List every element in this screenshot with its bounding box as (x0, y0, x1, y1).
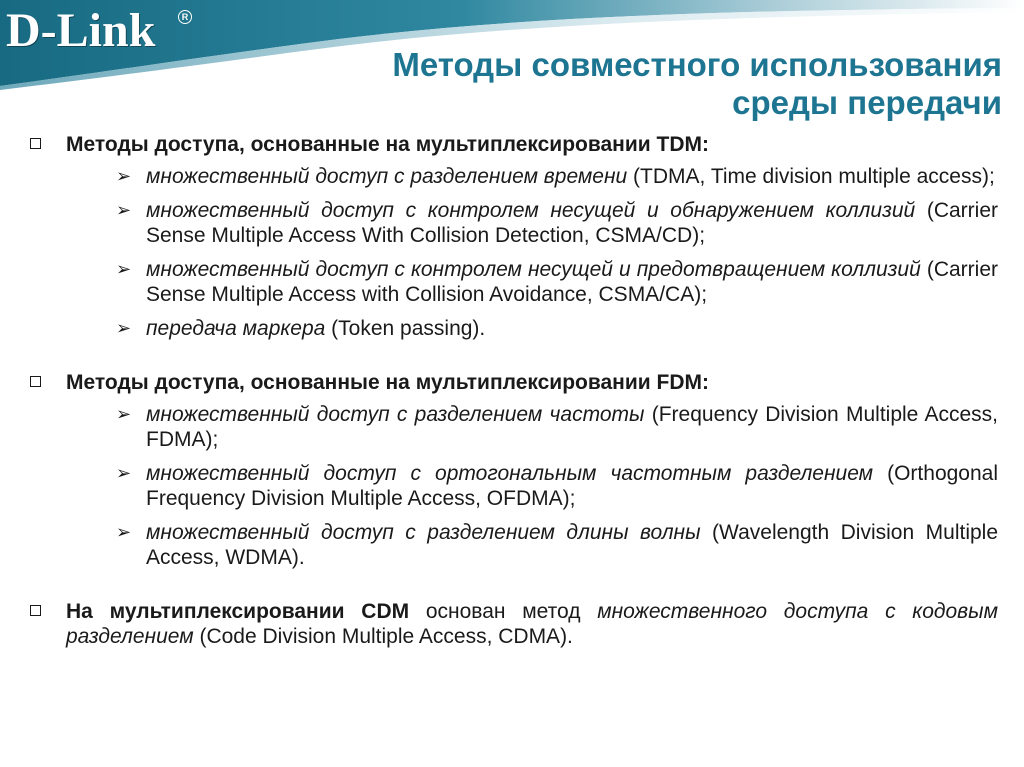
arrow-bullet-icon: ➢ (116, 404, 132, 424)
arrow-bullet-icon: ➢ (116, 463, 132, 483)
list-item: ➢ множественный доступ с разделением времени (TDMA, Time division multiple access); (116, 165, 995, 188)
registered-mark-icon: R (178, 10, 192, 24)
section-heading: Методы доступа, основанные на мультиплексировании FDM: (66, 371, 709, 394)
slide-content (26, 132, 998, 649)
section-fdm (26, 370, 998, 570)
section-tdm (26, 132, 998, 341)
list-item: ➢ множественный доступ с ортогональным частотным разделением (Orthogonal Frequency Division Multiple Access, OFDMA); (116, 462, 999, 510)
arrow-bullet-icon: ➢ (116, 166, 132, 186)
checkbox-bullet-icon (30, 605, 41, 616)
section-list (66, 164, 998, 341)
list-item: ➢ множественный доступ с контролем несущей и предотвращением коллизий (Carrier Sense Multiple Access with Collision Avoidance, CSMA/CA); (116, 258, 998, 306)
checkbox-bullet-icon (30, 376, 41, 387)
arrow-bullet-icon: ➢ (116, 318, 132, 338)
list-item: ➢ передача маркера (Token passing). (116, 317, 486, 340)
slide-title-line1: Методы совместного использования (392, 46, 1002, 83)
dlink-logo: D-Link (6, 4, 156, 57)
list-item: ➢ множественный доступ с контролем несущей и обнаружением коллизий (Carrier Sense Multiple Access With Collision Detection, CSMA/CD); (116, 199, 998, 247)
arrow-bullet-icon: ➢ (116, 259, 132, 279)
section-heading: Методы доступа, основанные на мультиплексировании TDM: (66, 133, 709, 156)
section-list (66, 402, 998, 570)
arrow-bullet-icon: ➢ (116, 522, 132, 542)
section-cdm: На мультиплексировании CDM основан метод множественного доступа с кодовым разделением (Code Division Multiple Access, CDMA). (26, 599, 998, 649)
checkbox-bullet-icon (30, 138, 41, 149)
slide-title (242, 46, 1002, 122)
arrow-bullet-icon: ➢ (116, 200, 132, 220)
slide-title-line2: среды передачи (732, 84, 1002, 121)
list-item: ➢ множественный доступ с разделением частоты (Frequency Division Multiple Access, FDMA); (116, 403, 998, 451)
list-item: ➢ множественный доступ с разделением длины волны (Wavelength Division Multiple Access, WDMA). (116, 521, 999, 569)
